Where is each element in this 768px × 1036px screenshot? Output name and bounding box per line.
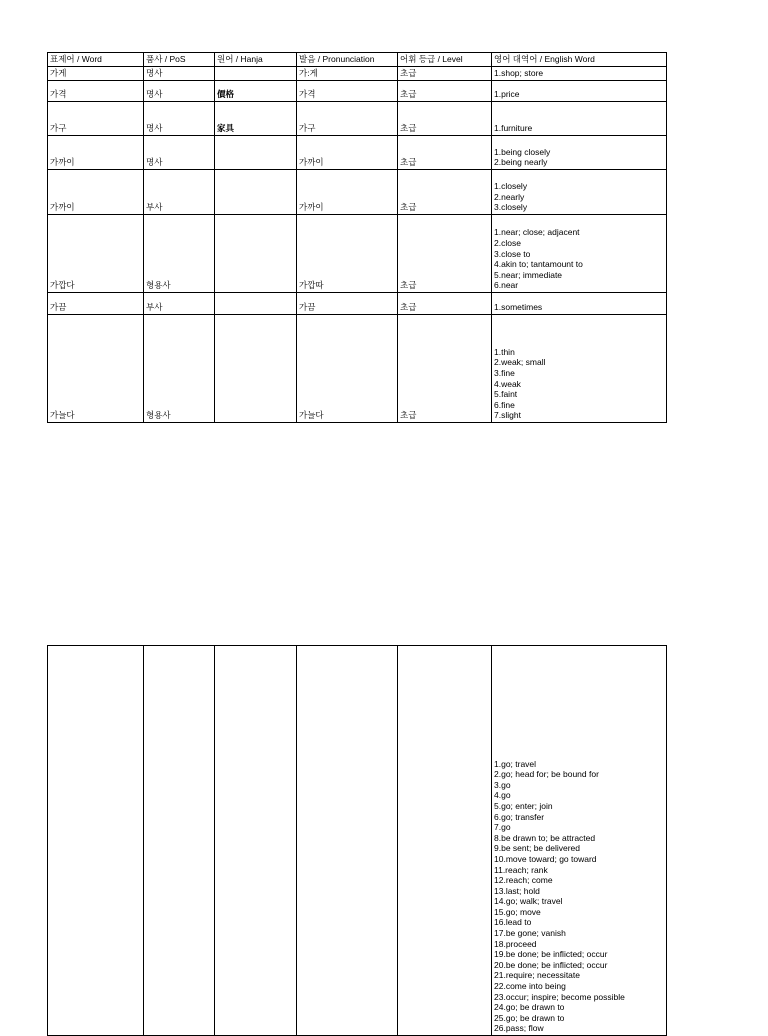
cell-pos: 명사: [144, 136, 215, 170]
cell-word: 가늘다: [48, 315, 144, 423]
cell-level: 초급: [398, 315, 492, 423]
cell-pronunciation: 가까이: [297, 136, 398, 170]
header-word: 표제어 / Word: [48, 53, 144, 67]
cell-english: 1.closely 2.nearly 3.closely: [492, 170, 667, 215]
vocabulary-table: [47, 52, 667, 423]
table-row: [48, 293, 667, 315]
cell-pronunciation: [297, 646, 398, 1036]
header-pronunciation: 발음 / Pronunciation: [297, 53, 398, 67]
cell-english: 1.shop; store: [492, 67, 667, 81]
cell-hanja: [215, 215, 297, 293]
cell-hanja: [215, 293, 297, 315]
vocabulary-table-body: [48, 53, 667, 423]
cell-english: 1.near; close; adjacent 2.close 3.close to 4.akin to; tantamount to 5.near; immediate 6.near: [492, 215, 667, 293]
cell-level: 초급: [398, 81, 492, 102]
table-row: [48, 215, 667, 293]
cell-pos: 형용사: [144, 215, 215, 293]
header-pos: 품사 / PoS: [144, 53, 215, 67]
continued-table: [47, 645, 667, 1036]
cell-hanja: 價格: [215, 81, 297, 102]
cell-word: [48, 646, 144, 1036]
cell-english: 1.thin 2.weak; small 3.fine 4.weak 5.faint 6.fine 7.slight: [492, 315, 667, 423]
cell-pronunciation: 가늘다: [297, 315, 398, 423]
cell-pronunciation: 가:게: [297, 67, 398, 81]
cell-pos: 형용사: [144, 315, 215, 423]
cell-level: 초급: [398, 170, 492, 215]
cell-level: [398, 646, 492, 1036]
cell-pos: 명사: [144, 67, 215, 81]
cell-level: 초급: [398, 215, 492, 293]
cell-english: 1.go; travel 2.go; head for; be bound for 3.go 4.go 5.go; enter; join 6.go; transfer 7.go 8.be drawn to; be attracted 9.be sent; be delivered 10.move toward; go toward 11.reach; rank 12.reach; come 13.last; hold 14.go; walk; travel 15.go; move 16.lead to 17.be gone; vanish 18.proceed 19.be done; be inflicted; occur 20.be done; be inflicted; occur 21.require; necessitate 22.come into being 23.occur; inspire; become possible 24.go; be drawn to 25.go; be drawn to 26.pass; flow: [492, 646, 667, 1036]
table-row: [48, 646, 667, 1036]
cell-pronunciation: 가까이: [297, 170, 398, 215]
table-row: [48, 170, 667, 215]
table-row: [48, 81, 667, 102]
cell-hanja: 家具: [215, 102, 297, 136]
header-level: 어휘 등급 / Level: [398, 53, 492, 67]
cell-word: 가격: [48, 81, 144, 102]
table-row: [48, 315, 667, 423]
cell-level: 초급: [398, 293, 492, 315]
cell-hanja: [215, 67, 297, 81]
cell-word: 가구: [48, 102, 144, 136]
header-row: [48, 53, 667, 67]
cell-hanja: [215, 646, 297, 1036]
cell-level: 초급: [398, 102, 492, 136]
cell-english: 1.being closely 2.being nearly: [492, 136, 667, 170]
cell-pronunciation: 가끔: [297, 293, 398, 315]
cell-word: 가까이: [48, 170, 144, 215]
cell-english: 1.furniture: [492, 102, 667, 136]
cell-pronunciation: 가구: [297, 102, 398, 136]
cell-hanja: [215, 136, 297, 170]
cell-english: 1.price: [492, 81, 667, 102]
cell-level: 초급: [398, 67, 492, 81]
cell-pronunciation: 가격: [297, 81, 398, 102]
table-row: [48, 102, 667, 136]
cell-english: 1.sometimes: [492, 293, 667, 315]
cell-level: 초급: [398, 136, 492, 170]
table-row: [48, 136, 667, 170]
cell-pos: 부사: [144, 293, 215, 315]
cell-hanja: [215, 315, 297, 423]
cell-pos: [144, 646, 215, 1036]
header-english: 영어 대역어 / English Word: [492, 53, 667, 67]
table-row: [48, 67, 667, 81]
cell-word: 가깝다: [48, 215, 144, 293]
cell-word: 가게: [48, 67, 144, 81]
cell-pos: 명사: [144, 81, 215, 102]
cell-pos: 부사: [144, 170, 215, 215]
cell-hanja: [215, 170, 297, 215]
cell-word: 가끔: [48, 293, 144, 315]
cell-word: 가까이: [48, 136, 144, 170]
header-hanja: 원어 / Hanja: [215, 53, 297, 67]
cell-pos: 명사: [144, 102, 215, 136]
cell-pronunciation: 가깝따: [297, 215, 398, 293]
